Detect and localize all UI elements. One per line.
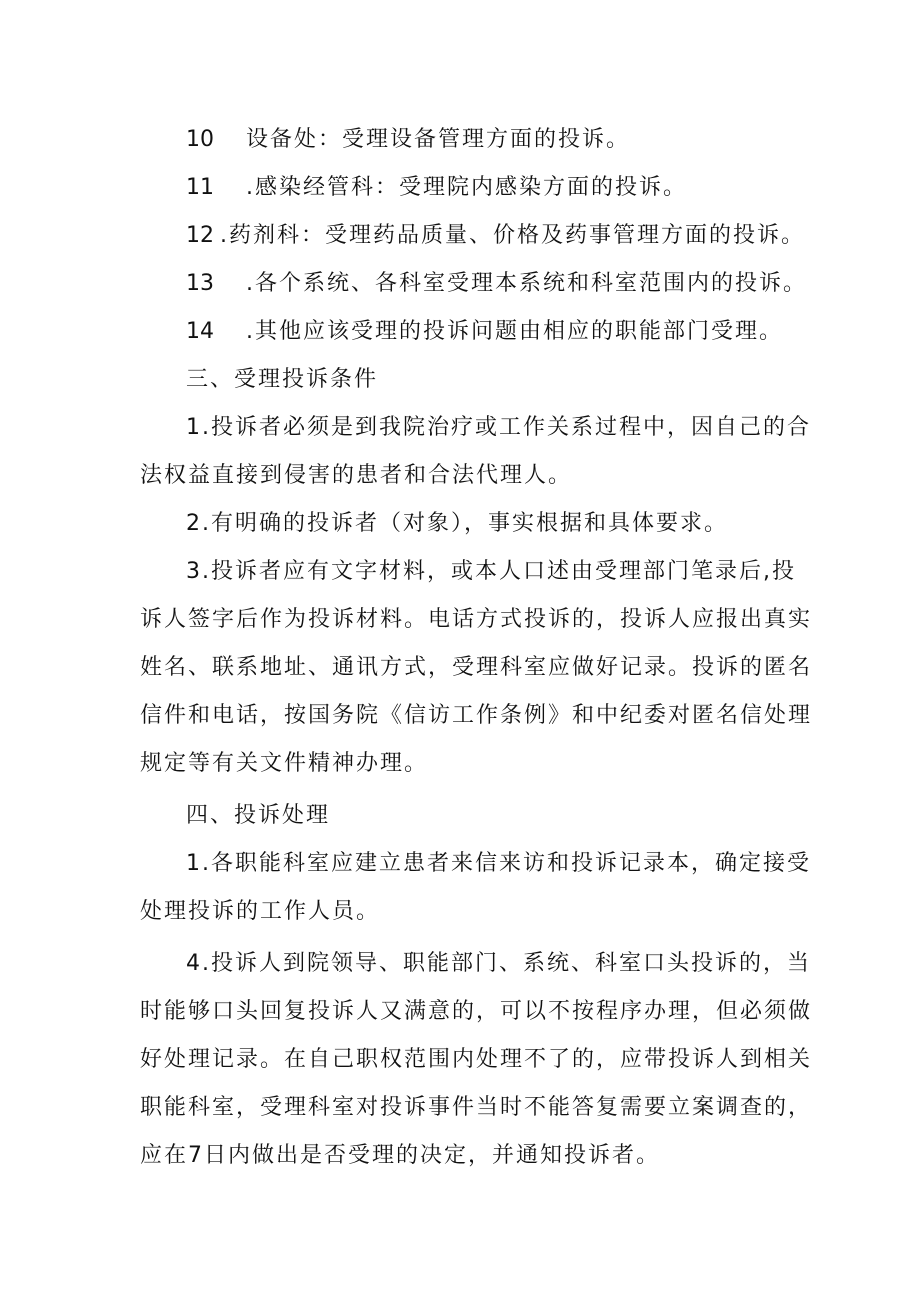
list-item-11 — [186, 173, 846, 203]
list-item-14 — [186, 317, 846, 347]
section-heading-3: 三、受理投诉条件 — [186, 367, 379, 392]
paragraph-line: 3.投诉者应有文字材料，或本人口述由受理部门笔录后,投 — [186, 559, 796, 584]
item-text: .各个系统、各科室受理本系统和科室范围内的投诉。 — [246, 271, 807, 296]
item-number: 14 — [186, 319, 214, 344]
paragraph-line: 姓名、联系地址、通讯方式，受理科室应做好记录。投诉的匿名 — [140, 655, 813, 680]
paragraph-line: 好处理记录。在自己职权范围内处理不了的，应带投诉人到相关 — [140, 1047, 813, 1072]
paragraph-line: 职能科室，受理科室对投诉事件当时不能答复需要立案调查的， — [140, 1095, 813, 1120]
item-text: .药剂科：受理药品质量、价格及药事管理方面的投诉。 — [220, 223, 805, 248]
paragraph-line: 1.投诉者必须是到我院治疗或工作关系过程中，因自己的合 — [186, 415, 811, 440]
paragraph-line: 2.有明确的投诉者（对象），事实根据和具体要求。 — [186, 511, 728, 536]
paragraph-line: 处理投诉的工作人员。 — [140, 899, 381, 924]
list-item-10 — [186, 125, 846, 155]
paragraph-line: 法权益直接到侵害的患者和合法代理人。 — [140, 463, 573, 488]
paragraph-line: 时能够口头回复投诉人又满意的，可以不按程序办理，但必须做 — [140, 999, 813, 1024]
list-item-12 — [186, 221, 846, 251]
item-text: 设备处：受理设备管理方面的投诉。 — [246, 127, 631, 152]
item-number: 13 — [186, 271, 214, 296]
item-number: 11 — [186, 175, 214, 200]
paragraph-line: 应在7日内做出是否受理的决定，并通知投诉者。 — [140, 1143, 660, 1168]
item-text: .感染经管科：受理院内感染方面的投诉。 — [246, 175, 687, 200]
paragraph-line: 1.各职能科室应建立患者来信来访和投诉记录本，确定接受 — [186, 851, 811, 876]
list-item-13 — [186, 269, 846, 299]
item-text: .其他应该受理的投诉问题由相应的职能部门受理。 — [246, 319, 783, 344]
item-number: 12 — [186, 223, 214, 248]
paragraph-line: 信件和电话，按国务院《信访工作条例》和中纪委对匿名信处理 — [140, 703, 813, 728]
section-heading-4: 四、投诉处理 — [186, 803, 331, 828]
paragraph-line: 规定等有关文件精神办理。 — [140, 751, 429, 776]
paragraph-line: 4.投诉人到院领导、职能部门、系统、科室口头投诉的，当 — [186, 951, 811, 976]
paragraph-line: 诉人签字后作为投诉材料。电话方式投诉的，投诉人应报出真实 — [140, 607, 813, 632]
item-number: 10 — [186, 127, 214, 152]
